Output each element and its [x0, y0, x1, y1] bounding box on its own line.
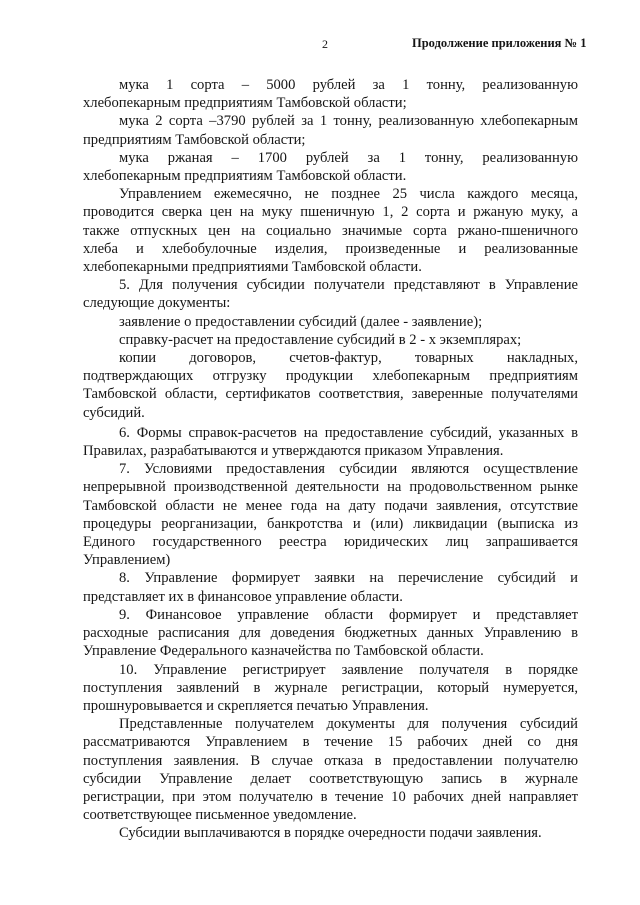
text-line: заявление о предоставлении субсидий (далее - заявление); [119, 313, 483, 330]
text-line: 9. Финансовое управление области формирует и представляет [119, 606, 578, 623]
text-line: 5. Для получения субсидии получатели представляют в Управление [119, 277, 578, 294]
text-line: хлеба и хлебобулочные изделия, произведенные и реализованные [83, 240, 578, 257]
text-line: хлебопекарными предприятиями Тамбовской области. [83, 259, 422, 276]
text-line: прошнуровывается и скрепляется печатью Управления. [83, 697, 429, 714]
text-line: следующие документы: [83, 295, 231, 312]
text-line: мука ржаная – 1700 рублей за 1 тонну, реализованную [119, 149, 578, 166]
text-line: Единого государственного реестра юридических лиц запрашивается [83, 534, 578, 551]
text-line: 7. Условиями предоставления субсидии являются осуществление [119, 461, 578, 478]
text-line: справку-расчет на предоставление субсидий в 2 - х экземплярах; [119, 331, 522, 348]
text-line: 10. Управление регистрирует заявление получателя в порядке [119, 661, 578, 678]
text-line: расходные расписания для доведения бюджетных данных Управлению в [83, 625, 578, 642]
text-line: Правилах, разрабатываются и утверждаются приказом Управления. [83, 443, 504, 460]
document-body [83, 76, 578, 843]
text-line: поступления заявления. В случае отказа в предоставлении получателю [83, 752, 578, 769]
text-line: Управлением) [83, 552, 171, 569]
text-line: предприятиям Тамбовской области; [83, 131, 306, 148]
text-line: поступления заявлений в журнале регистрации, который нумеруется, [83, 679, 578, 696]
text-line: Управление Федерального казначейства по Тамбовской области. [83, 643, 484, 660]
text-line: непрерывной производственной деятельности на продовольственном рынке [83, 479, 578, 496]
text-line: мука 2 сорта –3790 рублей за 1 тонну, реализованную хлебопекарным [119, 113, 578, 130]
text-line: субсидий. [83, 404, 145, 421]
text-line: также отпускных цен на социально значимые сорта ржано-пшеничного [83, 222, 578, 239]
text-line: 8. Управление формирует заявки на перечисление субсидий и [119, 570, 578, 587]
text-line: рассматриваются Управлением в течение 15 рабочих дней со дня [83, 734, 578, 751]
text-line: подтверждающих отгрузку продукции хлебопекарным предприятиям [83, 368, 578, 385]
text-line: представляет их в финансовое управление области. [83, 588, 403, 605]
text-line: регистрации, при этом получателю в течение 10 рабочих дней направляет [83, 788, 578, 805]
appendix-continuation-note: Продолжение приложения № 1 [412, 36, 587, 50]
text-line: проводится сверка цен на муку пшеничную 1, 2 сорта и ржаную муку, а [83, 204, 578, 221]
text-line: субсидии Управление делает соответствующую запись в журнале [83, 770, 578, 787]
text-line: копии договоров, счетов-фактур, товарных накладных, [119, 350, 578, 367]
text-line: Тамбовской области не менее года на дату подачи заявления, отсутствие [83, 497, 578, 514]
text-line: процедуры реорганизации, банкротства и (или) ликвидации (выписка из [83, 515, 578, 532]
text-line: Представленные получателем документы для получения субсидий [119, 716, 578, 733]
text-line: мука 1 сорта – 5000 рублей за 1 тонну, реализованную [119, 77, 578, 93]
text-line: хлебопекарным предприятиям Тамбовской области; [83, 95, 407, 112]
text-line: Управлением ежемесячно, не позднее 25 числа каждого месяца, [119, 186, 578, 203]
text-line: Тамбовской области, сертификатов соответствия, заверенные получателями [83, 386, 578, 403]
text-line: соответствующее письменное уведомление. [83, 807, 357, 824]
page-number: 2 [322, 37, 328, 51]
text-line: хлебопекарным предприятиям Тамбовской области. [83, 168, 407, 185]
text-line: Субсидии выплачиваются в порядке очередности подачи заявления. [119, 825, 542, 842]
text-line: 6. Формы справок-расчетов на предоставление субсидий, указанных в [119, 424, 578, 441]
